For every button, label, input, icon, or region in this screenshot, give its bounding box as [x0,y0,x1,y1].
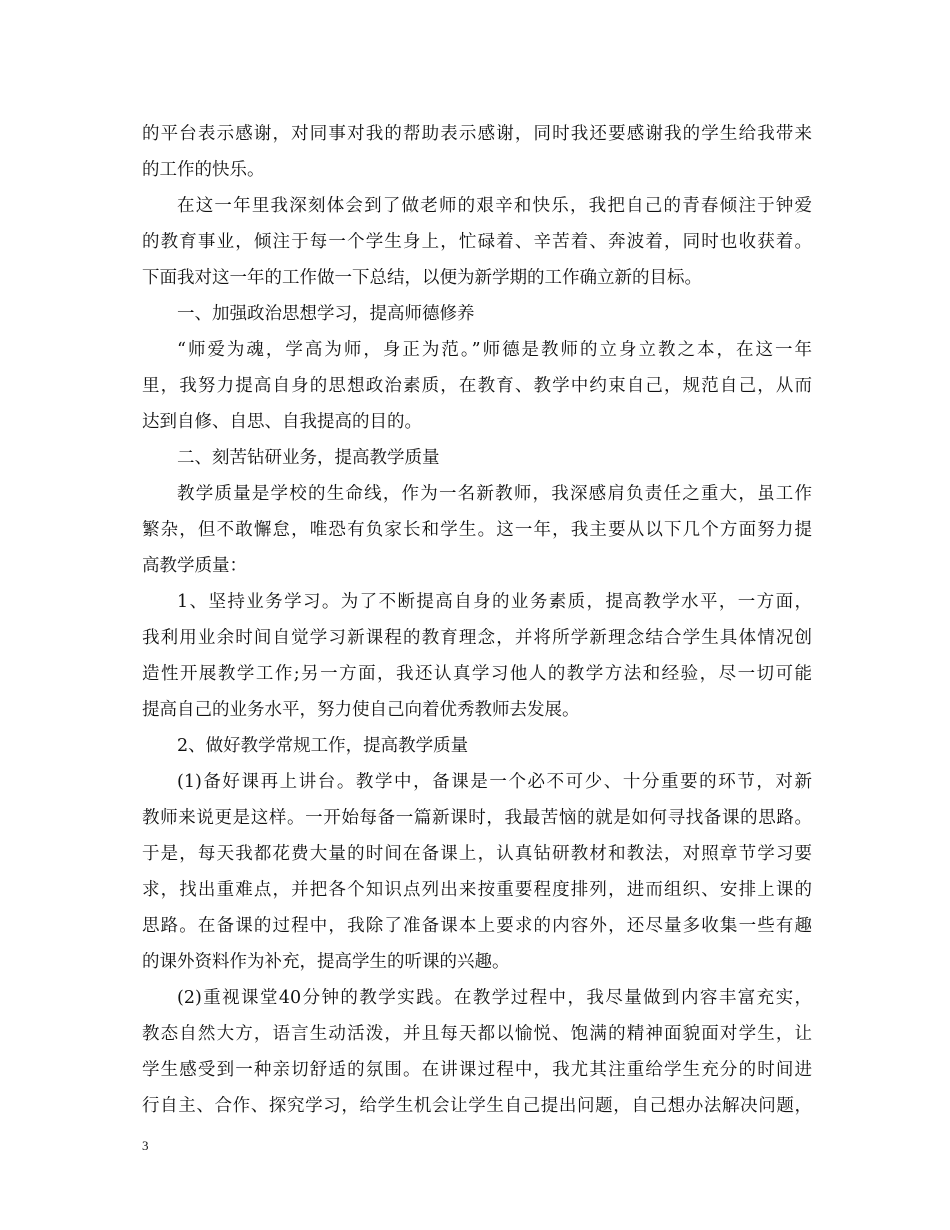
text-line: 的课外资料作为补充，提高学生的听课的兴趣。 [142,952,510,972]
text-line: 下面我对这一年的工作做一下总结，以便为新学期的工作确立新的目标。 [142,268,702,288]
text-line: 于是，每天我都花费大量的时间在备课上，认真钻研教材和教法，对照章节学习要 [142,844,812,864]
text-line: 我利用业余时间自觉学习新课程的教育理念，并将所学新理念结合学生具体情况创 [142,628,812,648]
text-line: 的教育事业，倾注于每一个学生身上，忙碌着、辛苦着、奔波着，同时也收获着。 [142,232,812,252]
section-heading: 二、刻苦钻研业务，提高教学质量 [177,448,440,468]
text-line: (2)重视课堂40分钟的教学实践。在教学过程中，我尽量做到内容丰富充实， [177,988,812,1008]
body-text [142,116,812,1124]
text-line: 高教学质量： [142,556,247,576]
text-line: 1、坚持业务学习。为了不断提高自身的业务素质，提高教学水平，一方面， [177,592,812,612]
text-line: “师爱为魂，学高为师，身正为范。”师德是教师的立身立教之本，在这一年 [177,340,812,360]
text-line: 思路。在备课的过程中，我除了准备课本上要求的内容外，还尽量多收集一些有趣 [142,916,812,936]
text-line: 达到自修、自思、自我提高的目的。 [142,412,422,432]
page-number: 3 [142,1138,149,1153]
text-line: 里，我努力提高自身的思想政治素质，在教育、教学中约束自己，规范自己，从而 [142,376,812,396]
section-heading: 2、做好教学常规工作，提高教学质量 [177,736,469,756]
text-line: 在这一年里我深刻体会到了做老师的艰辛和快乐，我把自己的青春倾注于钟爱 [177,196,812,216]
section-heading: 一、加强政治思想学习，提高师德修养 [177,304,475,324]
text-line: 行自主、合作、探究学习，给学生机会让学生自己提出问题，自己想办法解决问题， [142,1096,812,1116]
text-line: 造性开展教学工作;另一方面，我还认真学习他人的教学方法和经验，尽一切可能 [142,664,812,684]
text-line: 教学质量是学校的生命线，作为一名新教师，我深感肩负责任之重大，虽工作 [177,484,812,504]
text-line: 教师来说更是这样。一开始每备一篇新课时，我最苦恼的就是如何寻找备课的思路。 [142,808,812,828]
text-line: (1)备好课再上讲台。教学中，备课是一个必不可少、十分重要的环节，对新 [177,772,812,792]
text-line: 教态自然大方，语言生动活泼，并且每天都以愉悦、饱满的精神面貌面对学生，让 [142,1024,812,1044]
text-line: 提高自己的业务水平，努力使自己向着优秀教师去发展。 [142,700,580,720]
text-line: 的工作的快乐。 [142,160,265,180]
text-line: 的平台表示感谢，对同事对我的帮助表示感谢，同时我还要感谢我的学生给我带来 [142,124,812,144]
text-line: 学生感受到一种亲切舒适的氛围。在讲课过程中，我尤其注重给学生充分的时间进 [142,1060,812,1080]
text-line: 求，找出重难点，并把各个知识点列出来按重要程度排列，进而组织、安排上课的 [142,880,812,900]
text-line: 繁杂，但不敢懈怠，唯恐有负家长和学生。这一年，我主要从以下几个方面努力提 [142,520,812,540]
